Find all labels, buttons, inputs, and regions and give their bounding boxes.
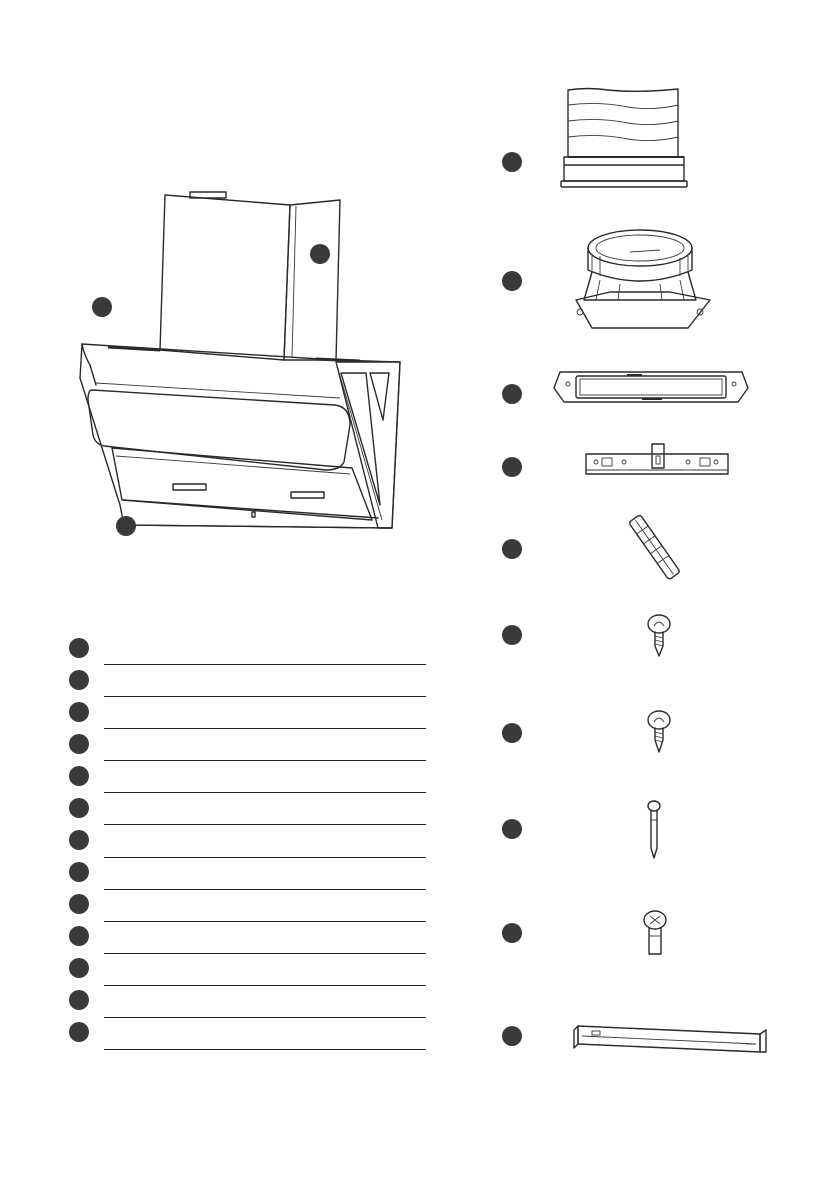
callout-badge	[92, 297, 112, 317]
chimney	[160, 192, 340, 360]
wall-plug-icon	[620, 508, 690, 588]
part-badge	[502, 625, 522, 645]
machine-screw-icon	[641, 910, 671, 960]
long-screw-icon	[645, 800, 665, 862]
part-badge	[502, 819, 522, 839]
legend-item-text	[108, 770, 424, 792]
legend-item-text	[108, 674, 424, 696]
air-outlet-flange-icon	[570, 220, 720, 340]
part-badge	[502, 457, 522, 477]
legend-line	[104, 792, 426, 793]
legend-item-text	[108, 738, 424, 760]
legend-badge	[69, 958, 89, 978]
legend-line	[104, 1049, 426, 1050]
part-badge	[502, 271, 522, 291]
part-badge	[502, 539, 522, 559]
part-badge	[502, 384, 522, 404]
legend-line	[104, 953, 426, 954]
legend-badge	[69, 638, 89, 658]
part-badge	[502, 1026, 522, 1046]
legend-line	[104, 921, 426, 922]
callout-badge	[310, 244, 330, 264]
legend-item-text	[108, 866, 424, 888]
legend-badge	[69, 766, 89, 786]
legend-badge	[69, 894, 89, 914]
legend-item-text	[108, 962, 424, 984]
legend-line	[104, 889, 426, 890]
legend-line	[104, 696, 426, 697]
duct-telescopic-icon	[558, 85, 688, 205]
legend-item-text	[108, 994, 424, 1016]
part-badge	[502, 152, 522, 172]
legend-item-text	[108, 898, 424, 920]
legend-badge	[69, 990, 89, 1010]
legend-item-text	[108, 1026, 424, 1048]
callout-badge	[116, 516, 136, 536]
legend-badge	[69, 798, 89, 818]
legend-item-text	[108, 706, 424, 728]
screw-round-head-icon	[645, 614, 675, 658]
legend-badge	[69, 862, 89, 882]
mounting-frame-icon	[552, 368, 752, 408]
legend-line	[104, 1017, 426, 1018]
legend-line	[104, 664, 426, 665]
legend-line	[104, 857, 426, 858]
legend-badge	[69, 1022, 89, 1042]
part-badge	[502, 723, 522, 743]
legend-line	[104, 985, 426, 986]
legend-line	[104, 824, 426, 825]
legend-item-text	[108, 802, 424, 824]
legend-badge	[69, 670, 89, 690]
legend-line	[104, 760, 426, 761]
legend-item-text	[108, 642, 424, 664]
legend-line	[104, 728, 426, 729]
legend-badge	[69, 830, 89, 850]
legend-item-text	[108, 834, 424, 856]
hood-body	[80, 344, 400, 528]
legend-item-text	[108, 930, 424, 952]
legend-badge	[69, 926, 89, 946]
support-bar-icon	[570, 1018, 780, 1068]
legend-badge	[69, 734, 89, 754]
part-badge	[502, 923, 522, 943]
screw-short-icon	[645, 710, 675, 754]
wall-bracket-icon	[584, 442, 734, 482]
legend-badge	[69, 702, 89, 722]
